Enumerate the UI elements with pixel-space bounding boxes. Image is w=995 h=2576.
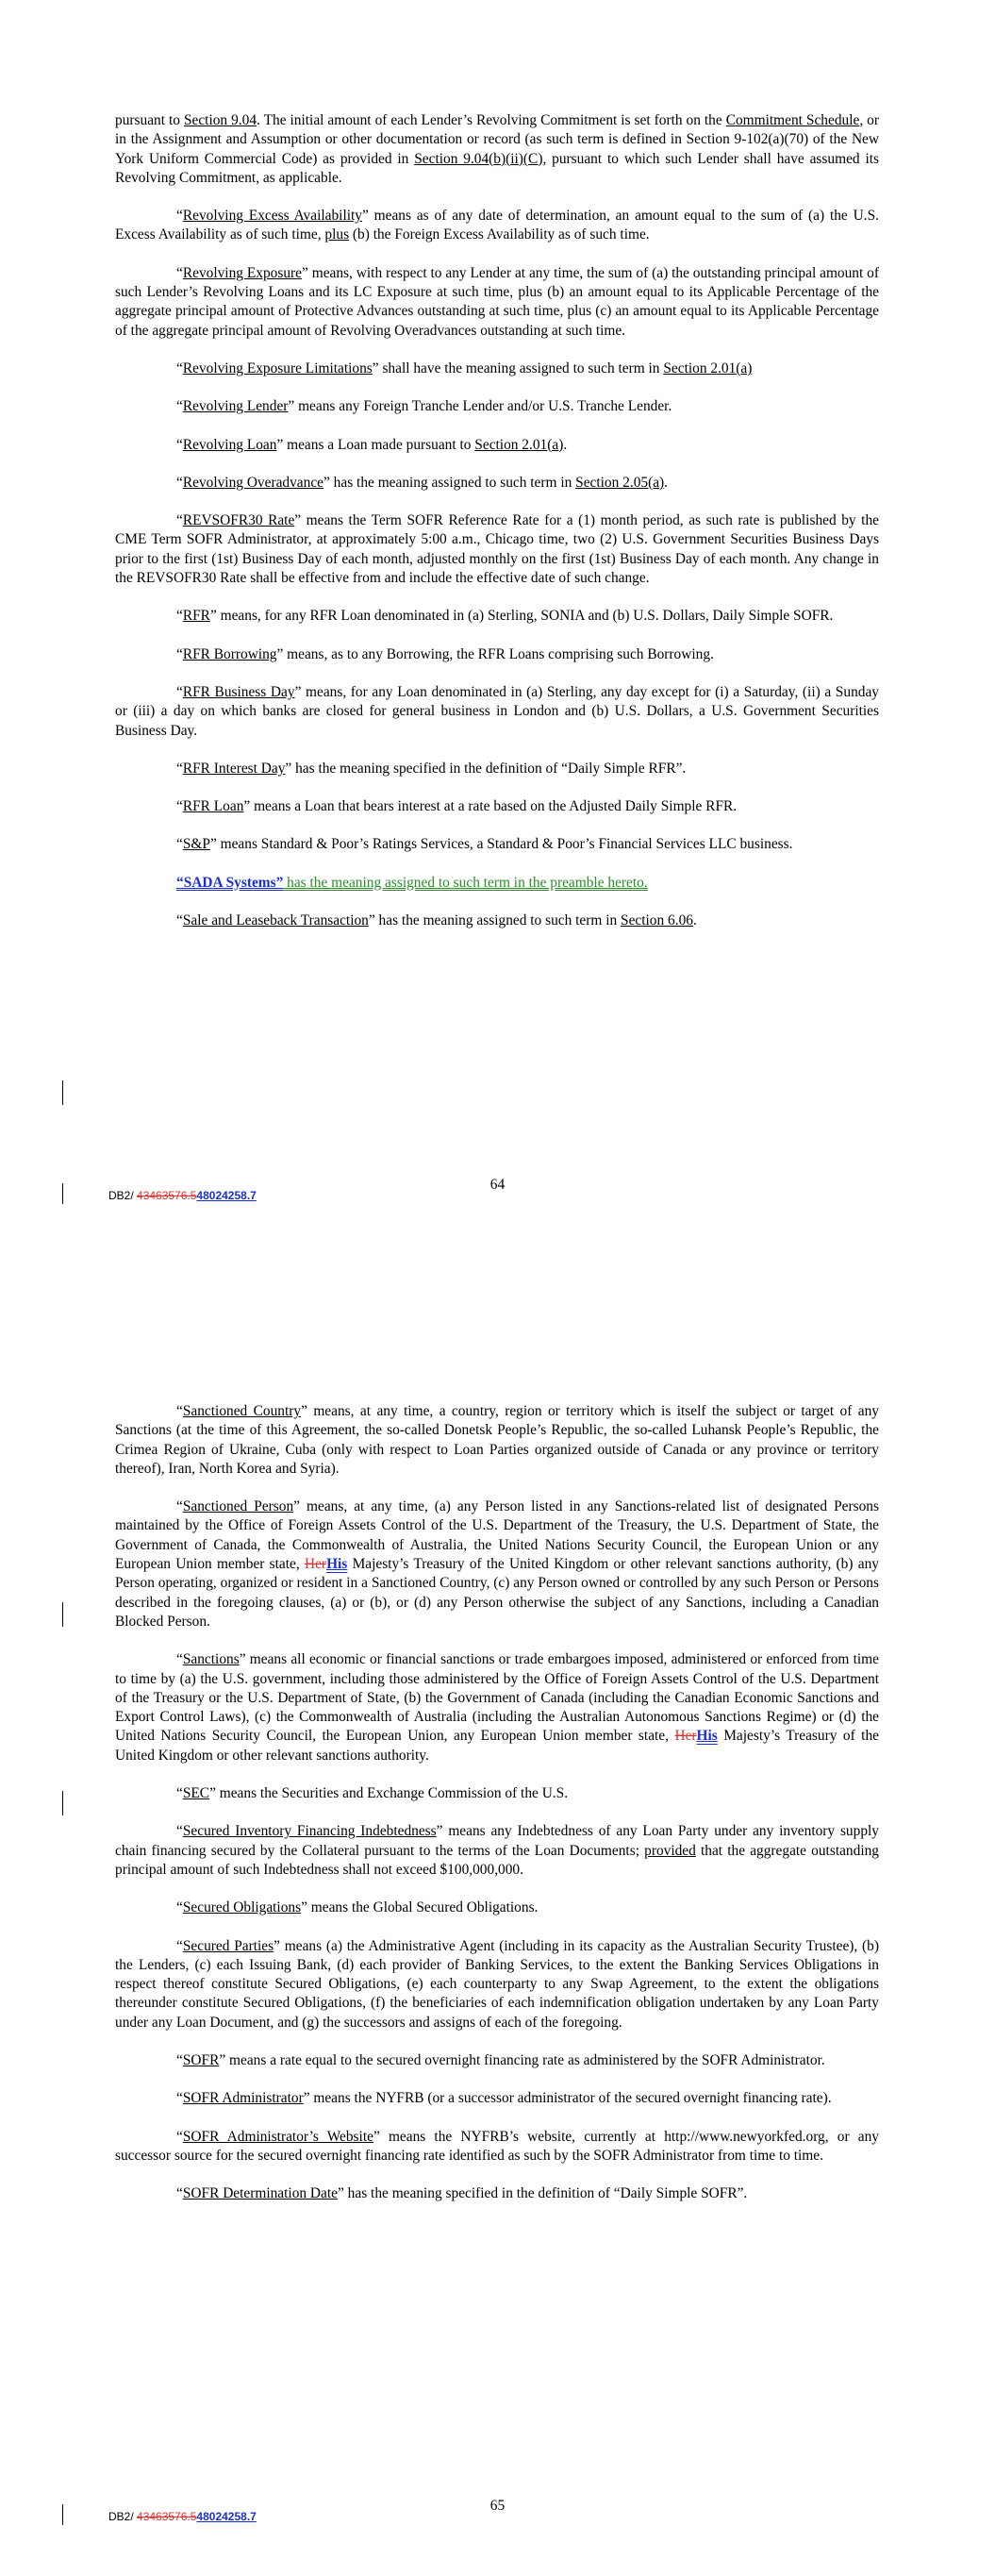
ref-section: Section 2.01(a) (663, 360, 753, 376)
definition-revolving-excess-availability: “Revolving Excess Availability” means as of any date of determination, an amount equal to the sum of (a) the U.S. Excess Availability as of such time, plus (b) the Foreign Excess Availability as of such time. (115, 208, 879, 243)
definition-revolving-overadvance: “Revolving Overadvance” has the meaning assigned to such term in Section 2.05(a). (176, 474, 669, 491)
change-bar (62, 2504, 63, 2525)
definition-secured-parties: “Secured Parties” means (a) the Administrative Agent (including in its capacity as the Australian Security Trustee), (b) the Lenders, (c) each Issuing Bank, (d) each provider of Banking Services, to the extent the Banking Services Obligations in respect thereof constitute Secured Obligations, (e) each counterparty to any Swap Agreement, to the extent the obligations thereunder constitute Secured Obligations, (f) the beneficiaries of each indemnification obligation undertaken by any Loan Party under any Loan Document, and (g) the successors and assigns of each of the foregoing. (115, 1937, 880, 2031)
defined-term: S&P (182, 836, 210, 853)
defined-term: SOFR Administrator’s Website (182, 2128, 373, 2145)
document-id-inserted: 48024258.7 (196, 2510, 257, 2523)
defined-term: REVSOFR30 Rate (182, 512, 295, 529)
defined-term-inserted: “SADA Systems” (176, 874, 284, 891)
definition-sale-and-leaseback-transaction: “Sale and Leaseback Transaction” has the meaning assigned to such term in Section 6.06. (176, 912, 697, 929)
definition-revsofr30-rate: “REVSOFR30 Rate” means the Term SOFR Reference Rate for a (1) month period, as such rate is published by the CME Term SOFR Administrator, at approximately 5:00 a.m., Chicago time, two (2) U.S. Government Securities Business Days prior to the first (1st) Business Day of each month, adjusted monthly on the first (1st) Business Day of each month. Any change in the REVSOFR30 Rate shall be effective from and include the effective date of such change. (115, 512, 879, 587)
deleted-text: Her (304, 1556, 327, 1573)
change-bar (62, 1080, 63, 1105)
definition-rfr-business-day: “RFR Business Day” means, for any Loan denominated in (a) Sterling, any day except for (i) a Saturday, (ii) a Sunday or (iii) a day on which banks are closed for general business in London and (b) U.S. Dollars, a U.S. Government Securities Business Day. (115, 683, 879, 739)
document-id-inserted: 48024258.7 (196, 1189, 257, 1202)
definition-sofr: “SOFR” means a rate equal to the secured overnight financing rate as administered by the SOFR Administrator. (176, 2052, 825, 2069)
ref-section: Section 2.01(a) (474, 436, 564, 453)
definition-sofr-determination-date: “SOFR Determination Date” has the meaning specified in the definition of “Daily Simple SOFR”. (176, 2185, 748, 2202)
defined-term: Revolving Excess Availability (182, 208, 362, 225)
inserted-text: His (326, 1556, 348, 1573)
definition-sofr-administrator: “SOFR Administrator” means the NYFRB (or a successor administrator of the secured overnight financing rate). (176, 2090, 832, 2107)
definition-rfr-loan: “RFR Loan” means a Loan that bears interest at a rate based on the Adjusted Daily Simple RFR. (176, 798, 738, 815)
ref-section: Section 2.05(a) (575, 474, 665, 491)
document-id-deleted: 43463576.5 (137, 1189, 197, 1202)
defined-term: Revolving Overadvance (182, 474, 323, 491)
defined-term: RFR (182, 608, 210, 625)
defined-term: Sale and Leaseback Transaction (182, 912, 369, 929)
defined-term: RFR Loan (182, 798, 244, 815)
defined-term: RFR Interest Day (182, 760, 286, 777)
defined-term: Revolving Exposure Limitations (182, 360, 373, 376)
defined-term: RFR Business Day (182, 683, 295, 700)
inserted-text: His (696, 1728, 718, 1745)
defined-term: Revolving Exposure (182, 264, 302, 281)
defined-term: SEC (182, 1785, 210, 1802)
ref-section: Section 9.04 (183, 112, 257, 128)
defined-term: Secured Parties (182, 1937, 274, 1954)
deleted-text: Her (674, 1728, 697, 1745)
definition-rfr: “RFR” means, for any RFR Loan denominated in (a) Sterling, SONIA and (b) U.S. Dollars, Daily Simple SOFR. (176, 608, 834, 625)
definition-sofr-administrators-website: “SOFR Administrator’s Website” means the NYFRB’s website, currently at http://www.newyorkfed.org, or any successor source for the secured overnight financing rate identified as such by the SOFR Administrator from time to time. (115, 2128, 879, 2164)
definition-sada-systems-inserted (115, 874, 879, 893)
definition-sec: “SEC” means the Securities and Exchange Commission of the U.S. (176, 1785, 569, 1802)
document-id-deleted: 43463576.5 (137, 2510, 197, 2523)
ref-section: Section 9.04(b)(ii)(C) (414, 150, 543, 167)
defined-term: Revolving Loan (182, 436, 277, 453)
ref-section: Section 6.06 (621, 912, 693, 929)
definition-s-and-p: “S&P” means Standard & Poor’s Ratings Services, a Standard & Poor’s Financial Services LLC business. (176, 836, 793, 853)
change-bar (62, 1602, 63, 1627)
defined-term: Secured Obligations (182, 1899, 302, 1916)
page-65 (0, 1246, 995, 2576)
definition-sanctions: “Sanctions” means all economic or financial sanctions or trade embargoes imposed, administered or enforced from time to time by (a) the U.S. government, including those administered by the Office of Foreign Assets Control of the U.S. Department of the Treasury or the U.S. Department of State, (b) the Government of Canada (including the Canadian Economic Sanctions and Export Control Laws), (c) the Commonwealth of Australia (including the Australian Autonomous Sanctions Regime) or (d) the United Nations Security Council, the European Union, any European Union member state, HerHis Majesty’s Treasury of the United Kingdom or other relevant sanctions authority. (115, 1651, 879, 1764)
definition-rfr-borrowing: “RFR Borrowing” means, as to any Borrowing, the RFR Loans comprising such Borrowing. (176, 645, 714, 662)
definition-sanctioned-country: “Sanctioned Country” means, at any time, a country, region or territory which is itself the subject or target of any Sanctions (at the time of this Agreement, the so-called Donetsk People’s Republic, the so-called Luhansk People’s Republic, the Crimea Region of Ukraine, Cuba (only with respect to Loan Parties organized outside of Canada or any province or territory thereof), Iran, North Korea and Syria). (115, 1403, 879, 1477)
definition-rfr-interest-day: “RFR Interest Day” has the meaning specified in the definition of “Daily Simple RFR”. (176, 760, 687, 777)
page-65-body (115, 1402, 879, 2223)
paragraph-commitment-continuation: pursuant to Section 9.04. The initial amount of each Lender’s Revolving Commitment is set forth on the Commitment Schedule, or in the Assignment and Assumption or other documentation or record (as such term is defined in Section 9-102(a)(70) of the New York Uniform Commercial Code) as provided in Section 9.04(b)(ii)(C), pursuant to which such Lender shall have assumed its Revolving Commitment, as applicable. (115, 112, 879, 186)
definition-revolving-exposure: “Revolving Exposure” means, with respect to any Lender at any time, the sum of (a) the outstanding principal amount of such Lender’s Revolving Loans and its LC Exposure at such time, plus (b) an amount equal to its Applicable Percentage of the aggregate principal amount of Protective Advances outstanding at such time, plus (c) an amount equal to its Applicable Percentage of the aggregate principal amount of Revolving Overadvances outstanding at such time. (115, 264, 879, 339)
document-id: DB2/ 43463576.548024258.7 (108, 2510, 257, 2523)
defined-term: SOFR Determination Date (182, 2185, 338, 2202)
defined-term: Secured Inventory Financing Indebtedness (182, 1823, 437, 1840)
ref-commitment-schedule: Commitment Schedule (725, 112, 860, 128)
defined-term: Sanctions (182, 1651, 240, 1668)
document-id: DB2/ 43463576.548024258.7 (108, 1189, 257, 1202)
change-bar (62, 1183, 63, 1204)
definition-sanctioned-person: “Sanctioned Person” means, at any time, (a) any Person listed in any Sanctions-related list of designated Persons maintained by the Office of Foreign Assets Control of the U.S. Department of the Treasury, the U.S. Department of State, the Government of Canada, the Commonwealth of Australia, the United Nations Security Council, the European Union or any European Union member state, HerHis Majesty’s Treasury of the United Kingdom or other relevant sanctions authority, (b) any Person operating, organized or resident in a Sanctioned Country, (c) any Person owned or controlled by any such Person or Persons described in the foregoing clauses, (a) or (b), or (d) any Person otherwise the subject of any Sanctions, including a Canadian Blocked Person. (115, 1498, 879, 1630)
defined-term: SOFR (182, 2052, 220, 2069)
page-64-body (115, 111, 879, 949)
definition-secured-obligations: “Secured Obligations” means the Global Secured Obligations. (176, 1899, 539, 1916)
definition-revolving-lender: “Revolving Lender” means any Foreign Tranche Lender and/or U.S. Tranche Lender. (176, 398, 672, 415)
definition-revolving-loan: “Revolving Loan” means a Loan made pursuant to Section 2.01(a). (176, 436, 568, 453)
definition-secured-inventory-financing-indebtedness: “Secured Inventory Financing Indebtedness” means any Indebtedness of any Loan Party under any inventory supply chain financing secured by the Collateral pursuant to the terms of the Loan Documents; provided that the aggregate outstanding principal amount of such Indebtedness shall not exceed $100,000,000. (115, 1823, 879, 1878)
definition-revolving-exposure-limitations: “Revolving Exposure Limitations” shall have the meaning assigned to such term in Section 2.01(a) (176, 360, 753, 376)
defined-term: Revolving Lender (182, 398, 289, 415)
defined-term: SOFR Administrator (182, 2090, 304, 2107)
defined-term: RFR Borrowing (182, 645, 277, 662)
page-64 (0, 0, 995, 1246)
defined-term: Sanctioned Person (182, 1498, 294, 1515)
change-bar (62, 1791, 63, 1815)
page-number: 65 (489, 2498, 506, 2514)
inserted-text: has the meaning assigned to such term in the preamble hereto. (283, 874, 648, 891)
page-number: 64 (489, 1177, 506, 1193)
defined-term: Sanctioned Country (182, 1403, 302, 1419)
